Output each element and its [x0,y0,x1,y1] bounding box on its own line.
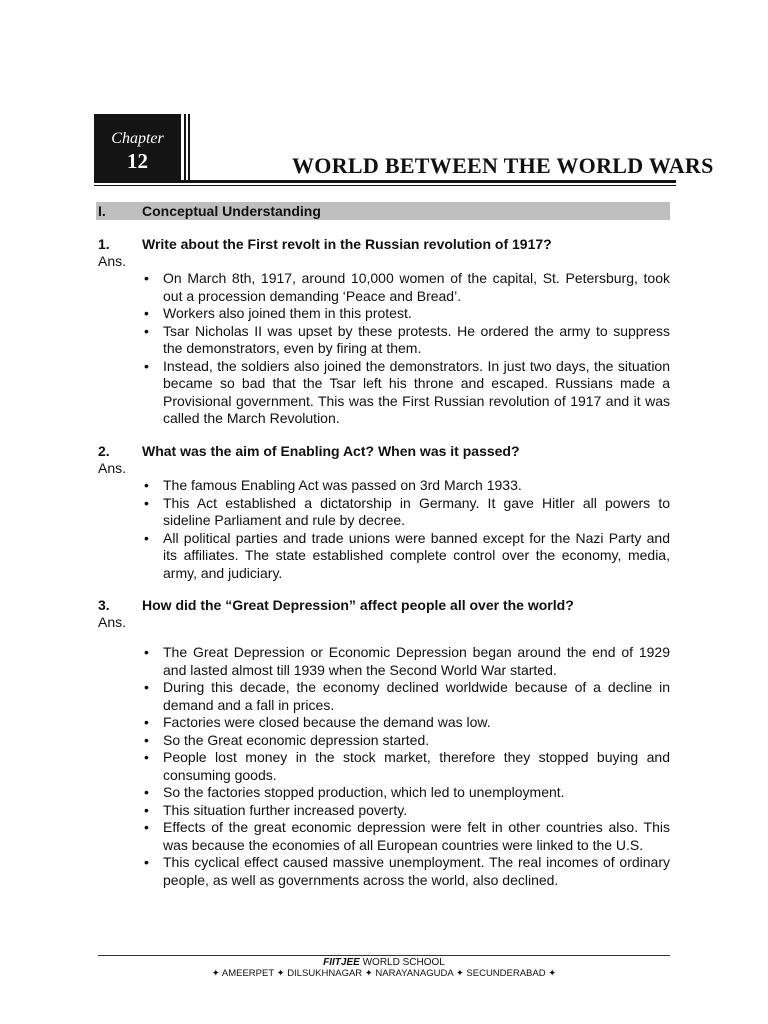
list-item-text: During this decade, the economy declined worldwide because of a decline in demand and a fall in prices. [163,679,670,713]
answer-label: Ans. [98,253,127,269]
list-item [142,358,670,428]
question-text: Write about the First revolt in the Russian revolution of 1917? [142,236,552,252]
bullet-icon: • [144,854,149,870]
list-item-text: Effects of the great economic depression were felt in other countries also. This was because the economies of all European countries were linked to the U.S. [163,819,670,853]
question-block [98,597,670,889]
list-item [142,477,670,495]
list-item [142,732,670,750]
list-item-text: Instead, the soldiers also joined the demonstrators. In just two days, the situation became so bad that the Tsar left his throne and escaped. Russians made a Provisional government. This was the First Russian revolution of 1917 and it was called the March Revolution. [163,357,670,426]
question-block [98,443,670,582]
header-divider [188,114,190,183]
list-item [142,644,670,679]
list-item [142,714,670,732]
answer-list [98,270,670,428]
question-block [98,236,670,428]
answer-list [98,644,670,889]
footer-school-name: WORLD SCHOOL [362,957,445,968]
bullet-icon: • [144,679,149,695]
chapter-badge [94,114,181,183]
list-item-text: Tsar Nicholas II was upset by these protests. He ordered the army to suppress the demonstrators, even by firing at them. [163,322,670,356]
list-item [142,749,670,784]
chapter-number: 12 [127,149,148,173]
list-item-text: This situation further increased poverty. [163,801,408,818]
question-text: How did the “Great Depression” affect people all over the world? [142,597,574,613]
chapter-label: Chapter [111,130,164,147]
list-item [142,854,670,889]
list-item-text: Factories were closed because the demand was low. [163,714,491,730]
list-item-text: This Act established a dictatorship in Germany. It gave Hitler all powers to sideline Parliament and rule by decree. [163,494,670,528]
bullet-icon: • [144,305,149,321]
list-item [142,495,670,530]
list-item [142,305,670,323]
list-item-text: The Great Depression or Economic Depression began around the end of 1929 and lasted almost till 1939 when the Second World War started. [163,644,670,678]
list-item-text: So the Great economic depression started. [163,731,430,748]
bullet-icon: • [144,784,149,800]
list-item [142,679,670,714]
bullet-icon: • [144,322,149,339]
list-item-text: All political parties and trade unions were banned except for the Nazi Party and its affiliates. The state established complete control over the economy, media, army, and judiciary. [163,529,670,581]
list-item [142,784,670,802]
footer-locations: ✦ AMEERPET ✦ DILSUKHNAGAR ✦ NARAYANAGUDA ✦ SECUNDERABAD ✦ [211,968,557,979]
footer-rule [98,955,670,956]
question-text: What was the aim of Enabling Act? When was it passed? [142,443,520,459]
list-item-text: People lost money in the stock market, therefore they stopped buying and consuming goods. [163,749,670,783]
bullet-icon: • [144,714,149,730]
list-item-text: This cyclical effect caused massive unemployment. The real incomes of ordinary people, as well as governments across the world, also declined. [163,854,670,888]
question-number: 3. [98,597,110,613]
question-number: 1. [98,236,110,252]
header-rule [94,180,676,183]
bullet-icon: • [144,644,149,660]
list-item-text: So the factories stopped production, which led to unemployment. [163,784,565,800]
answer-label: Ans. [98,460,127,476]
list-item-text: On March 8th, 1917, around 10,000 women of the capital, St. Petersburg, took out a procession demanding ‘Peace and Bread’. [163,270,670,304]
section-title: Conceptual Understanding [142,203,321,219]
bullet-icon: • [144,749,149,765]
list-item [142,530,670,583]
bullet-icon: • [144,494,149,511]
section-heading [96,202,670,220]
bullet-icon: • [144,801,149,818]
chapter-title: WORLD BETWEEN THE WORLD WARS [292,153,714,178]
header-rule [94,185,676,186]
footer-logo: FIITJEE [323,957,360,968]
list-item [142,802,670,820]
list-item [142,270,670,305]
bullet-icon: • [144,477,149,493]
header-divider [184,114,186,183]
list-item-text: Workers also joined them in this protest. [163,305,412,321]
section-number: I. [98,203,106,219]
bullet-icon: • [144,270,149,286]
list-item [142,819,670,854]
list-item-text: The famous Enabling Act was passed on 3rd March 1933. [163,477,522,493]
bullet-icon: • [144,819,149,835]
footer-school [98,957,670,968]
answer-label: Ans. [98,614,127,630]
bullet-icon: • [144,731,149,748]
answer-list [98,477,670,582]
bullet-icon: • [144,357,149,374]
question-number: 2. [98,443,110,459]
bullet-icon: • [144,529,149,546]
list-item [142,323,670,358]
